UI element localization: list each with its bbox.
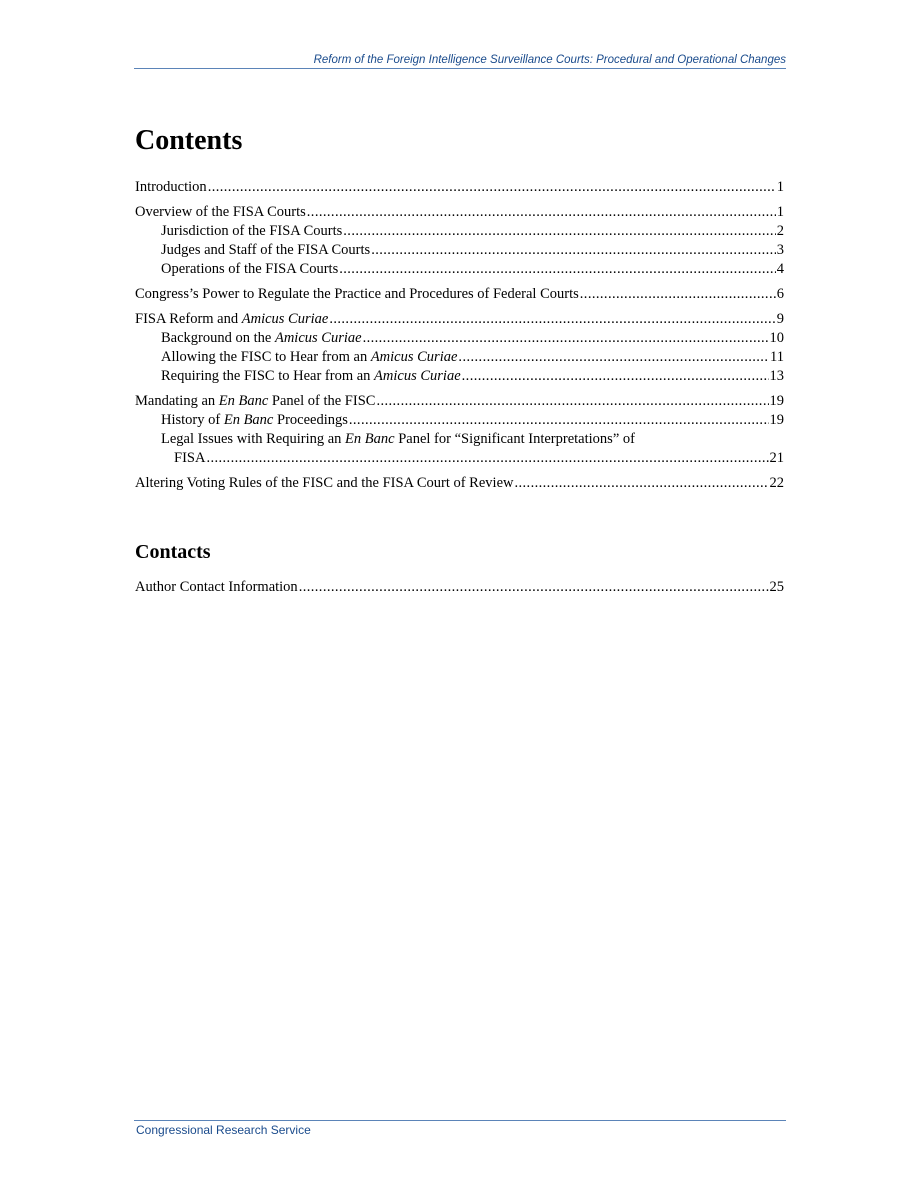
toc-entry-overview[interactable] — [135, 203, 784, 222]
toc-entry-title: Mandating an En Banc Panel of the FISC — [135, 393, 376, 409]
toc-page-number: 1 — [776, 179, 784, 195]
toc-page-number: 13 — [769, 368, 784, 384]
toc-entry-title: Allowing the FISC to Hear from an Amicus Curiae — [161, 349, 458, 365]
toc-entry-jurisdiction[interactable] — [135, 222, 784, 241]
toc-entry-title-continued: FISA ..... 21 — [161, 449, 784, 468]
toc-entry-en-banc-panel[interactable] — [135, 392, 784, 411]
toc-page-number: 25 — [769, 579, 784, 595]
contacts-heading: Contacts — [135, 541, 211, 563]
dot-leader — [307, 203, 776, 222]
toc-page-number: 19 — [769, 412, 784, 428]
dot-leader — [299, 578, 769, 597]
toc-entry-author-contact[interactable] — [135, 578, 784, 597]
toc-entry-title: Jurisdiction of the FISA Courts — [161, 223, 343, 239]
toc-entry-title: Introduction — [135, 179, 207, 195]
dot-leader — [376, 392, 768, 411]
toc-page-number: 4 — [776, 261, 784, 277]
toc-entry-title: Requiring the FISC to Hear from an Amicus Curiae — [161, 368, 461, 384]
dot-leader — [329, 310, 775, 329]
running-header: Reform of the Foreign Intelligence Surveillance Courts: Procedural and Operational Changes — [313, 54, 786, 66]
dot-leader — [208, 178, 776, 197]
toc-page-number: 11 — [770, 349, 784, 365]
contacts-list — [135, 578, 784, 597]
dot-leader — [458, 348, 769, 367]
toc-entry-allowing-amicus[interactable] — [135, 348, 784, 367]
toc-entry-introduction[interactable] — [135, 178, 784, 197]
toc-entry-legal-issues[interactable] — [135, 430, 784, 468]
toc-page-number: 10 — [769, 330, 784, 346]
toc-entry-history-en-banc[interactable] — [135, 411, 784, 430]
toc-entry-title: FISA Reform and Amicus Curiae — [135, 311, 329, 327]
toc-entry-fisa-reform[interactable] — [135, 310, 784, 329]
toc-entry-congress-power[interactable] — [135, 285, 784, 304]
toc-page-number: 22 — [769, 475, 784, 491]
table-of-contents — [135, 178, 784, 493]
toc-entry-title: Author Contact Information — [135, 579, 298, 595]
toc-entry-title: Overview of the FISA Courts — [135, 204, 306, 220]
footer-rule — [134, 1120, 786, 1121]
toc-page-number: 3 — [776, 242, 784, 258]
toc-page-number: 9 — [776, 311, 784, 327]
dot-leader — [462, 367, 769, 386]
toc-entry-title: Judges and Staff of the FISA Courts — [161, 242, 371, 258]
toc-entry-title: Background on the Amicus Curiae — [161, 330, 362, 346]
dot-leader — [349, 411, 769, 430]
dot-leader — [580, 285, 776, 304]
toc-entry-title: Congress’s Power to Regulate the Practice and Procedures of Federal Courts — [135, 286, 579, 302]
toc-entry-judges-staff[interactable] — [135, 241, 784, 260]
toc-page-number: 21 — [769, 450, 784, 466]
dot-leader — [343, 222, 775, 241]
toc-page-number: 6 — [776, 286, 784, 302]
dot-leader — [206, 449, 768, 468]
toc-entry-title: History of En Banc Proceedings — [161, 412, 348, 428]
toc-entry-operations[interactable] — [135, 260, 784, 279]
toc-page-number: 1 — [776, 204, 784, 220]
dot-leader — [339, 260, 776, 279]
toc-entry-title: Altering Voting Rules of the FISC and the FISA Court of Review — [135, 475, 514, 491]
toc-page-number: 2 — [776, 223, 784, 239]
contents-heading: Contents — [135, 125, 243, 156]
footer-text: Congressional Research Service — [136, 1123, 311, 1137]
toc-entry-background-amicus[interactable] — [135, 329, 784, 348]
header-rule — [134, 68, 786, 69]
dot-leader — [514, 474, 768, 493]
toc-entry-requiring-amicus[interactable] — [135, 367, 784, 386]
toc-entry-title: Operations of the FISA Courts — [161, 261, 339, 277]
toc-entry-title: Legal Issues with Requiring an En Banc Panel for “Significant Interpretations” of — [161, 431, 635, 447]
dot-leader — [371, 241, 776, 260]
toc-entry-voting-rules[interactable] — [135, 474, 784, 493]
toc-page-number: 19 — [769, 393, 784, 409]
dot-leader — [363, 329, 769, 348]
